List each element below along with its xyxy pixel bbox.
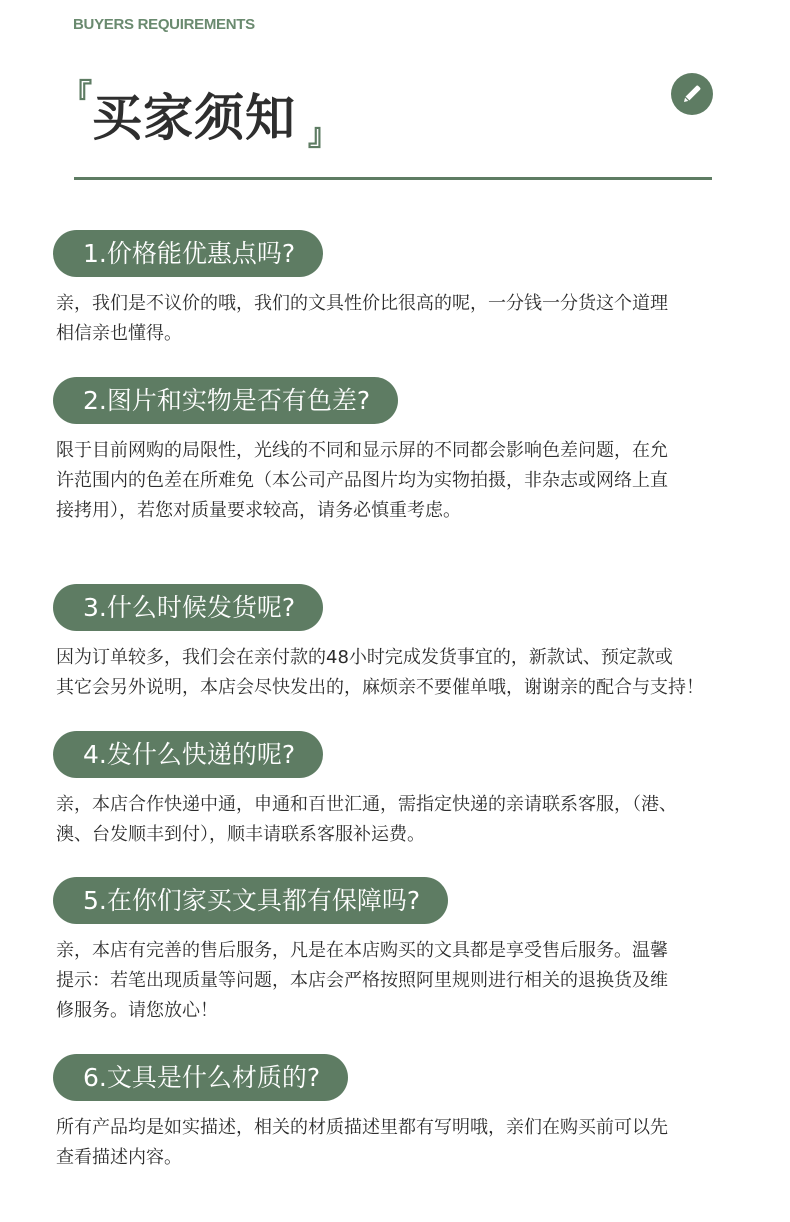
open-bracket: 『	[62, 78, 92, 113]
answer-line: 限于目前网购的局限性，光线的不同和显示屏的不同都会影响色差问题，在允	[56, 440, 668, 461]
answer-line: 亲，本店有完善的售后服务，凡是在本店购买的文具都是享受售后服务。温馨	[56, 940, 668, 961]
faq-question: 1.价格能优惠点吗?	[53, 230, 323, 277]
answer-line: 所有产品均是如实描述，相关的材质描述里都有写明哦，亲们在购买前可以先	[56, 1117, 668, 1138]
answer-line: 亲，我们是不议价的哦，我们的文具性价比很高的呢，一分钱一分货这个道理	[56, 293, 668, 314]
pencil-icon	[671, 73, 713, 115]
faq-section	[53, 230, 668, 349]
faq-question: 5.在你们家买文具都有保障吗?	[53, 877, 448, 924]
answer-line: 其它会另外说明，本店会尽快发出的，麻烦亲不要催单哦，谢谢亲的配合与支持！	[56, 677, 704, 698]
faq-answer	[53, 289, 668, 349]
faq-answer	[53, 790, 677, 850]
answer-line: 相信亲也懂得。	[56, 323, 182, 344]
faq-section	[53, 584, 704, 703]
answer-line: 澳、台发顺丰到付），顺丰请联系客服补运费。	[56, 824, 425, 845]
answer-line: 因为订单较多，我们会在亲付款的48小时完成发货事宜的，新款试、预定款或	[56, 647, 673, 668]
answer-line: 许范围内的色差在所难免（本公司产品图片均为实物拍摄，非杂志或网络上直	[56, 470, 668, 491]
faq-answer	[53, 436, 668, 526]
faq-question: 3.什么时候发货呢?	[53, 584, 323, 631]
faq-question: 6.文具是什么材质的?	[53, 1054, 348, 1101]
title-divider	[74, 177, 712, 180]
close-bracket: 』	[308, 118, 338, 153]
faq-section	[53, 1054, 668, 1173]
page-title: 买家须知	[92, 89, 296, 147]
faq-answer	[53, 1113, 668, 1173]
answer-line: 亲，本店合作快递中通，申通和百世汇通，需指定快递的亲请联系客服，（港、	[56, 794, 677, 815]
faq-answer	[53, 936, 668, 1026]
faq-section	[53, 877, 668, 1026]
faq-answer	[53, 643, 704, 703]
eyebrow-label: BUYERS REQUIREMENTS	[73, 16, 255, 33]
faq-question: 2.图片和实物是否有色差?	[53, 377, 398, 424]
faq-section	[53, 731, 677, 850]
answer-line: 接拷用），若您对质量要求较高，请务必慎重考虑。	[56, 500, 461, 521]
answer-line: 提示：若笔出现质量等问题，本店会严格按照阿里规则进行相关的退换货及维	[56, 970, 668, 991]
faq-section	[53, 377, 668, 526]
answer-line: 修服务。请您放心！	[56, 1000, 218, 1021]
faq-question: 4.发什么快递的呢?	[53, 731, 323, 778]
answer-line: 查看描述内容。	[56, 1147, 182, 1168]
